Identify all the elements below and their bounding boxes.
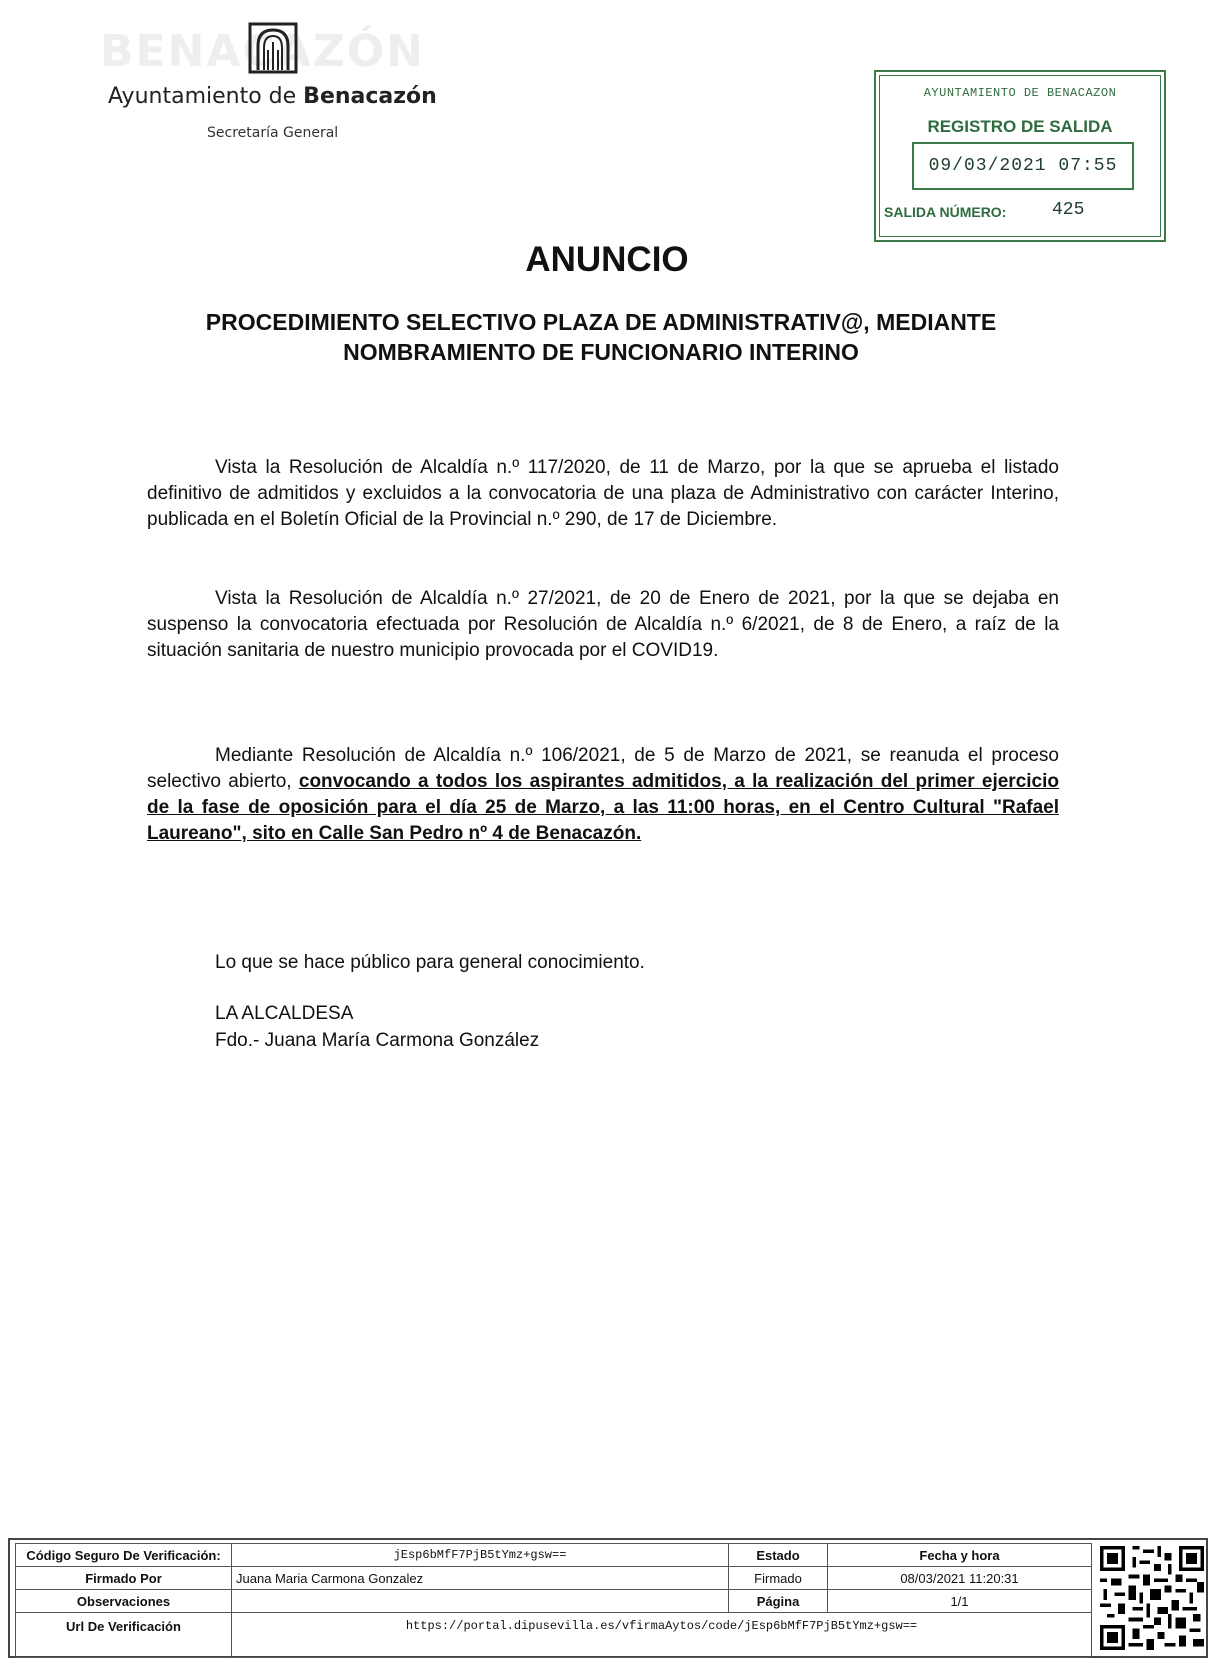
fecha-label: Fecha y hora xyxy=(828,1544,1092,1567)
verification-table xyxy=(15,1543,1092,1658)
header-logo xyxy=(100,22,440,152)
table-row xyxy=(16,1544,1092,1567)
observaciones-value xyxy=(232,1590,729,1613)
org-name: Ayuntamiento de Benacazón xyxy=(108,84,437,109)
estado-label: Estado xyxy=(729,1544,828,1567)
stamp-title: REGISTRO DE SALIDA xyxy=(927,117,1113,136)
table-row xyxy=(16,1567,1092,1590)
registry-stamp xyxy=(874,70,1166,242)
document-subtitle xyxy=(130,307,1072,367)
closing-text: Lo que se hace público para general conocimiento. xyxy=(215,952,645,973)
paragraph-3: Mediante Resolución de Alcaldía n.º 106/2021, de 5 de Marzo de 2021, se reanuda el proceso selectivo abierto, convocando a todos los aspirantes admitidos, a la realización del primer ejercicio de la fase de oposición para el día 25 de Marzo, a las 11:00 horas, en el Centro Cultural "Rafael Laureano", sito en Calle San Pedro nº 4 de Benacazón. xyxy=(147,745,1059,844)
pagina-label: Página xyxy=(729,1590,828,1613)
stamp-number-label: SALIDA NÚMERO: xyxy=(884,204,1007,220)
firmado-por-label: Firmado Por xyxy=(16,1567,232,1590)
paragraph-1: Vista la Resolución de Alcaldía n.º 117/2020, de 11 de Marzo, por la que se aprueba el listado definitivo de admitidos y excluidos a la convocatoria de una plaza de Administrativo con carácter Interino, publicada en el Boletín Oficial de la Provincial n.º 290, de 17 de Diciembre. xyxy=(147,457,1059,530)
convocation-emphasis: convocando a todos los aspirantes admitidos, a la realización del primer ejercicio de la fase de oposición para el día 25 de Marzo, a las 11:00 horas, en el Centro Cultural "Rafael Laureano", sito en Calle San Pedro nº 4 de Benacazón. xyxy=(147,771,1059,844)
logo-watermark: BENACAZÓN xyxy=(100,26,425,77)
verification-footer xyxy=(8,1538,1208,1658)
table-row xyxy=(16,1590,1092,1613)
arch-logo-icon xyxy=(248,22,298,74)
subtitle-line-1: PROCEDIMIENTO SELECTIVO PLAZA DE ADMINISTRATIV@, MEDIANTE xyxy=(205,309,997,335)
signatory-role: LA ALCALDESA xyxy=(215,1003,354,1024)
firmado-por-value: Juana Maria Carmona Gonzalez xyxy=(232,1567,729,1590)
estado-value: Firmado xyxy=(729,1567,828,1590)
observaciones-label: Observaciones xyxy=(16,1590,232,1613)
verification-url[interactable]: https://portal.dipusevilla.es/vfirmaAytos/code/jEsp6bMfF7PjB5tYmz+gsw== xyxy=(232,1613,1092,1658)
url-label: Url De Verificación xyxy=(16,1613,232,1658)
fecha-value: 08/03/2021 11:20:31 xyxy=(828,1567,1092,1590)
signatory-name: Fdo.- Juana María Carmona González xyxy=(215,1030,540,1051)
paragraph-2: Vista la Resolución de Alcaldía n.º 27/2021, de 20 de Enero de 2021, por la que se dejaba en suspenso la convocatoria efectuada por Resolución de Alcaldía n.º 6/2021, de 8 de Enero, a raíz de la situación sanitaria de nuestro municipio provocada por el COVID19. xyxy=(147,588,1059,661)
pagina-value: 1/1 xyxy=(828,1590,1092,1613)
stamp-org: AYUNTAMIENTO DE BENACAZON xyxy=(923,86,1117,100)
qr-code-icon xyxy=(1100,1546,1204,1650)
stamp-number: 425 xyxy=(1052,200,1085,220)
stamp-date-box xyxy=(912,142,1134,190)
table-row xyxy=(16,1613,1092,1658)
subtitle-line-2: NOMBRAMIENTO DE FUNCIONARIO INTERINO xyxy=(343,339,859,365)
document-title: ANUNCIO xyxy=(525,240,689,279)
stamp-datetime: 09/03/2021 07:55 xyxy=(928,156,1118,176)
csv-value: jEsp6bMfF7PjB5tYmz+gsw== xyxy=(232,1544,729,1567)
csv-label: Código Seguro De Verificación: xyxy=(16,1544,232,1567)
department-name: Secretaría General xyxy=(207,125,339,141)
